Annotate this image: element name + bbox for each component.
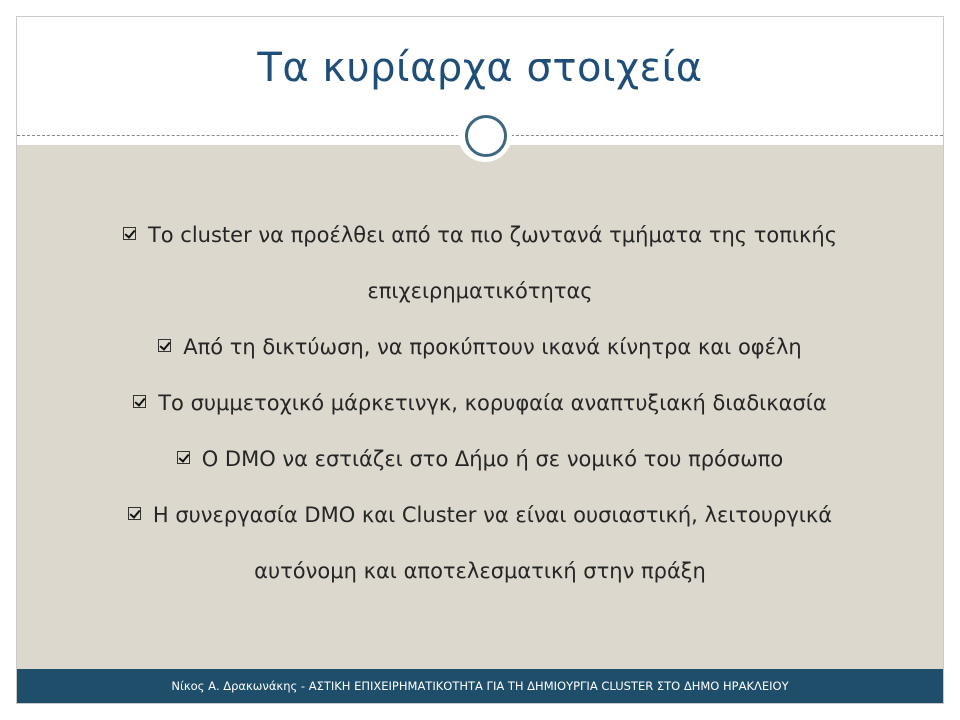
bullet-item: [57, 319, 903, 375]
bullet-text: Το cluster να προέλθει από τα πιο ζωντανά τμήματα της τοπικής: [147, 223, 838, 247]
slide: [16, 16, 944, 704]
bullet-text: Το συμμετοχικό μάρκετινγκ, κορυφαία αναπτυξιακή διαδικασία: [158, 391, 827, 415]
bullet-list: [57, 207, 903, 599]
slide-title: Τα κυρίαρχα στοιχεία: [257, 45, 703, 91]
checkbox-checked-icon: [128, 507, 141, 520]
bullet-text: Ο DMO να εστιάζει στο Δήμο ή σε νομικό του πρόσωπο: [201, 447, 784, 471]
content-area: [17, 145, 943, 669]
bullet-item: [57, 375, 903, 431]
bullet-text-continuation: επιχειρηματικότητας: [367, 279, 593, 303]
checkbox-checked-icon: [133, 395, 146, 408]
bullet-text: Η συνεργασία DMO και Cluster να είναι ουσιαστική, λειτουργικά: [152, 503, 833, 527]
checkbox-checked-icon: [123, 227, 136, 240]
ring-ornament-icon: [465, 115, 507, 157]
checkbox-checked-icon: [177, 451, 190, 464]
bullet-item: [57, 487, 903, 599]
checkbox-checked-icon: [158, 339, 171, 352]
bullet-text-continuation: αυτόνομη και αποτελεσματική στην πράξη: [254, 559, 706, 583]
bullet-text: Από τη δικτύωση, να προκύπτουν ικανά κίνητρα και οφέλη: [183, 335, 802, 359]
footer: Νίκος Α. Δρακωνάκης - ΑΣΤΙΚΗ ΕΠΙΧΕΙΡΗΜΑΤΙΚΟΤΗΤΑ ΓΙΑ ΤΗ ΔΗΜΙΟΥΡΓΙΑ CLUSTER ΣΤΟ ΔΗΜΟ ΗΡΑΚΛΕΙΟΥ: [17, 669, 943, 704]
bullet-item: [57, 431, 903, 487]
bullet-item: [57, 207, 903, 319]
